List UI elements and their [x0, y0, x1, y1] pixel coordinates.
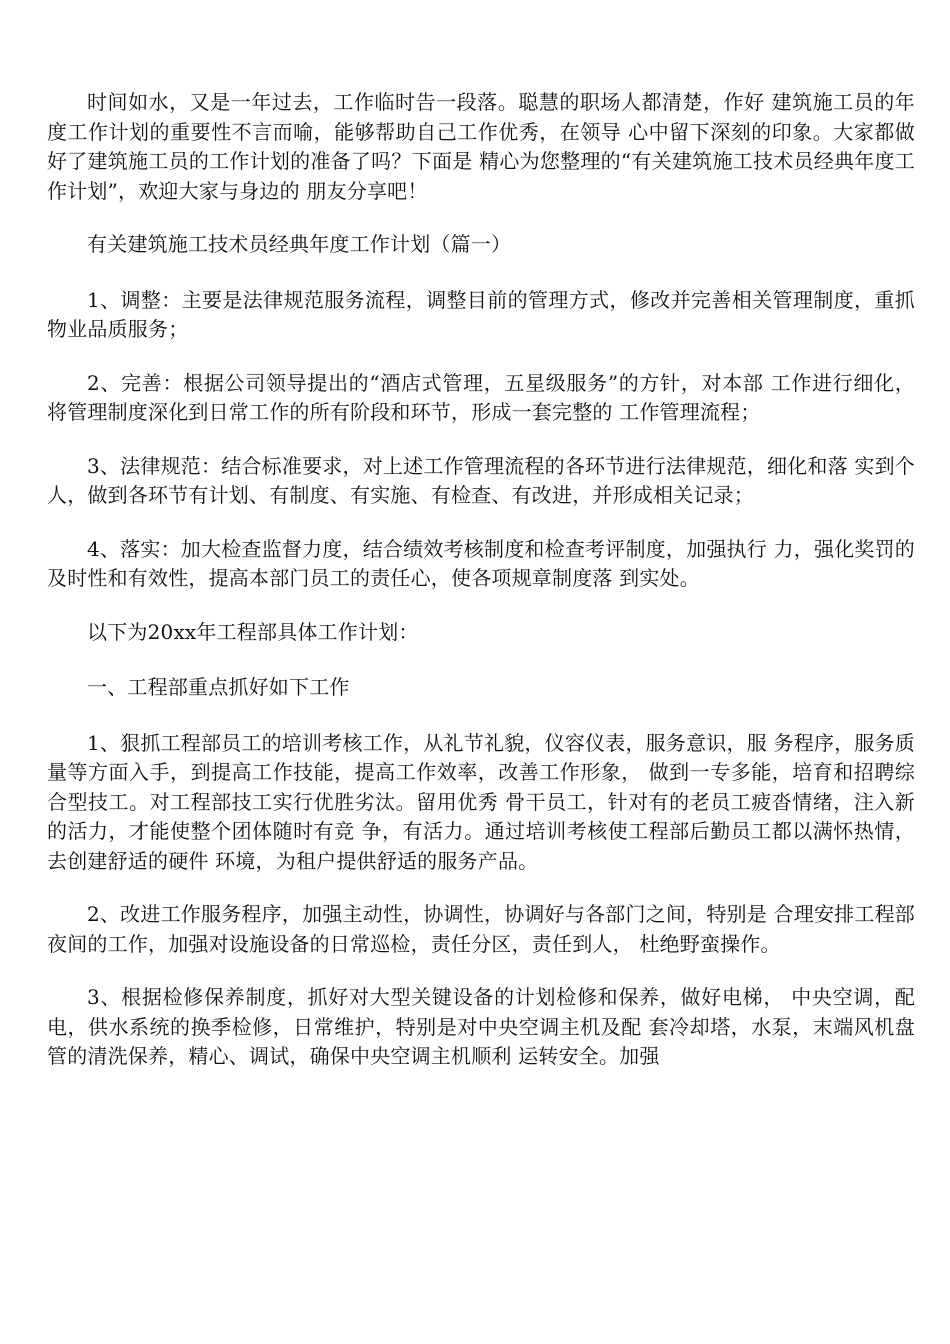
section-title: 有关建筑施工技术员经典年度工作计划（篇一）: [87, 232, 512, 256]
work-item-training-paragraph: 1、狠抓工程部员工的培训考核工作，从礼节礼貌，仪容仪表，服务意识，服 务程序，服务质量等方面入手，到提高工作技能，提高工作效率，改善工作形象， 做到一专多能，培育和招聘综合型技工。对工程部技工实行优胜劣汰。留用优秀 骨干员工，针对有的老员工疲沓情绪，注入新的活力，才能使整个团体随时有竞 争，有活力。通过培训考核使工程部后勤员工都以满怀热情，去创建舒适的硬件 环境，为租户提供舒适的服务产品。: [47, 730, 915, 873]
plan-intro-line: 以下为20xx年工程部具体工作计划：: [87, 619, 419, 644]
item-regulation-paragraph: 3、法律规范：结合标准要求，对上述工作管理流程的各环节进行法律规范，细化和落 实到个人，做到各环节有计划、有制度、有实施、有检查、有改进，并形成相关记录；: [47, 453, 915, 507]
item-adjust-paragraph: 1、调整：主要是法律规范服务流程，调整目前的管理方式，修改并完善相关管理制度，重抓物业品质服务；: [47, 287, 915, 341]
work-item-maintenance-paragraph: 3、根据检修保养制度，抓好对大型关键设备的计划检修和保养，做好电梯， 中央空调，配电，供水系统的换季检修，日常维护，特别是对中央空调主机及配 套冷却塔，水泵，末端风机盘管的清洗保养，精心、调试，确保中央空调主机顺利 运转安全。加强: [47, 985, 915, 1068]
document-page: [47, 88, 915, 1096]
item-implement-paragraph: 4、落实：加大检查监督力度，结合绩效考核制度和检查考评制度，加强执行 力，强化奖罚的及时性和有效性，提高本部门员工的责任心，使各项规章制度落 到实处。: [47, 536, 915, 590]
subsection-title: 一、工程部重点抓好如下工作: [87, 675, 350, 699]
intro-paragraph: 时间如水，又是一年过去，工作临时告一段落。聪慧的职场人都清楚，作好 建筑施工员的年度工作计划的重要性不言而喻，能够帮助自己工作优秀，在领导 心中留下深刻的印象。大家都做好了建筑施工员的工作计划的准备了吗？下面是 精心为您整理的“有关建筑施工技术员经典年度工作计划”，欢迎大家与身边的 朋友分享吧！: [47, 90, 915, 203]
work-item-procedure-paragraph: 2、改进工作服务程序，加强主动性，协调性，协调好与各部门之间，特别是 合理安排工程部夜间的工作，加强对设施设备的日常巡检，责任分区，责任到人， 杜绝野蛮操作。: [47, 902, 915, 956]
item-improve-paragraph: 2、完善：根据公司领导提出的“酒店式管理，五星级服务”的方针，对本部 工作进行细化，将管理制度深化到日常工作的所有阶段和环节，形成一套完整的 工作管理流程；: [47, 370, 915, 424]
